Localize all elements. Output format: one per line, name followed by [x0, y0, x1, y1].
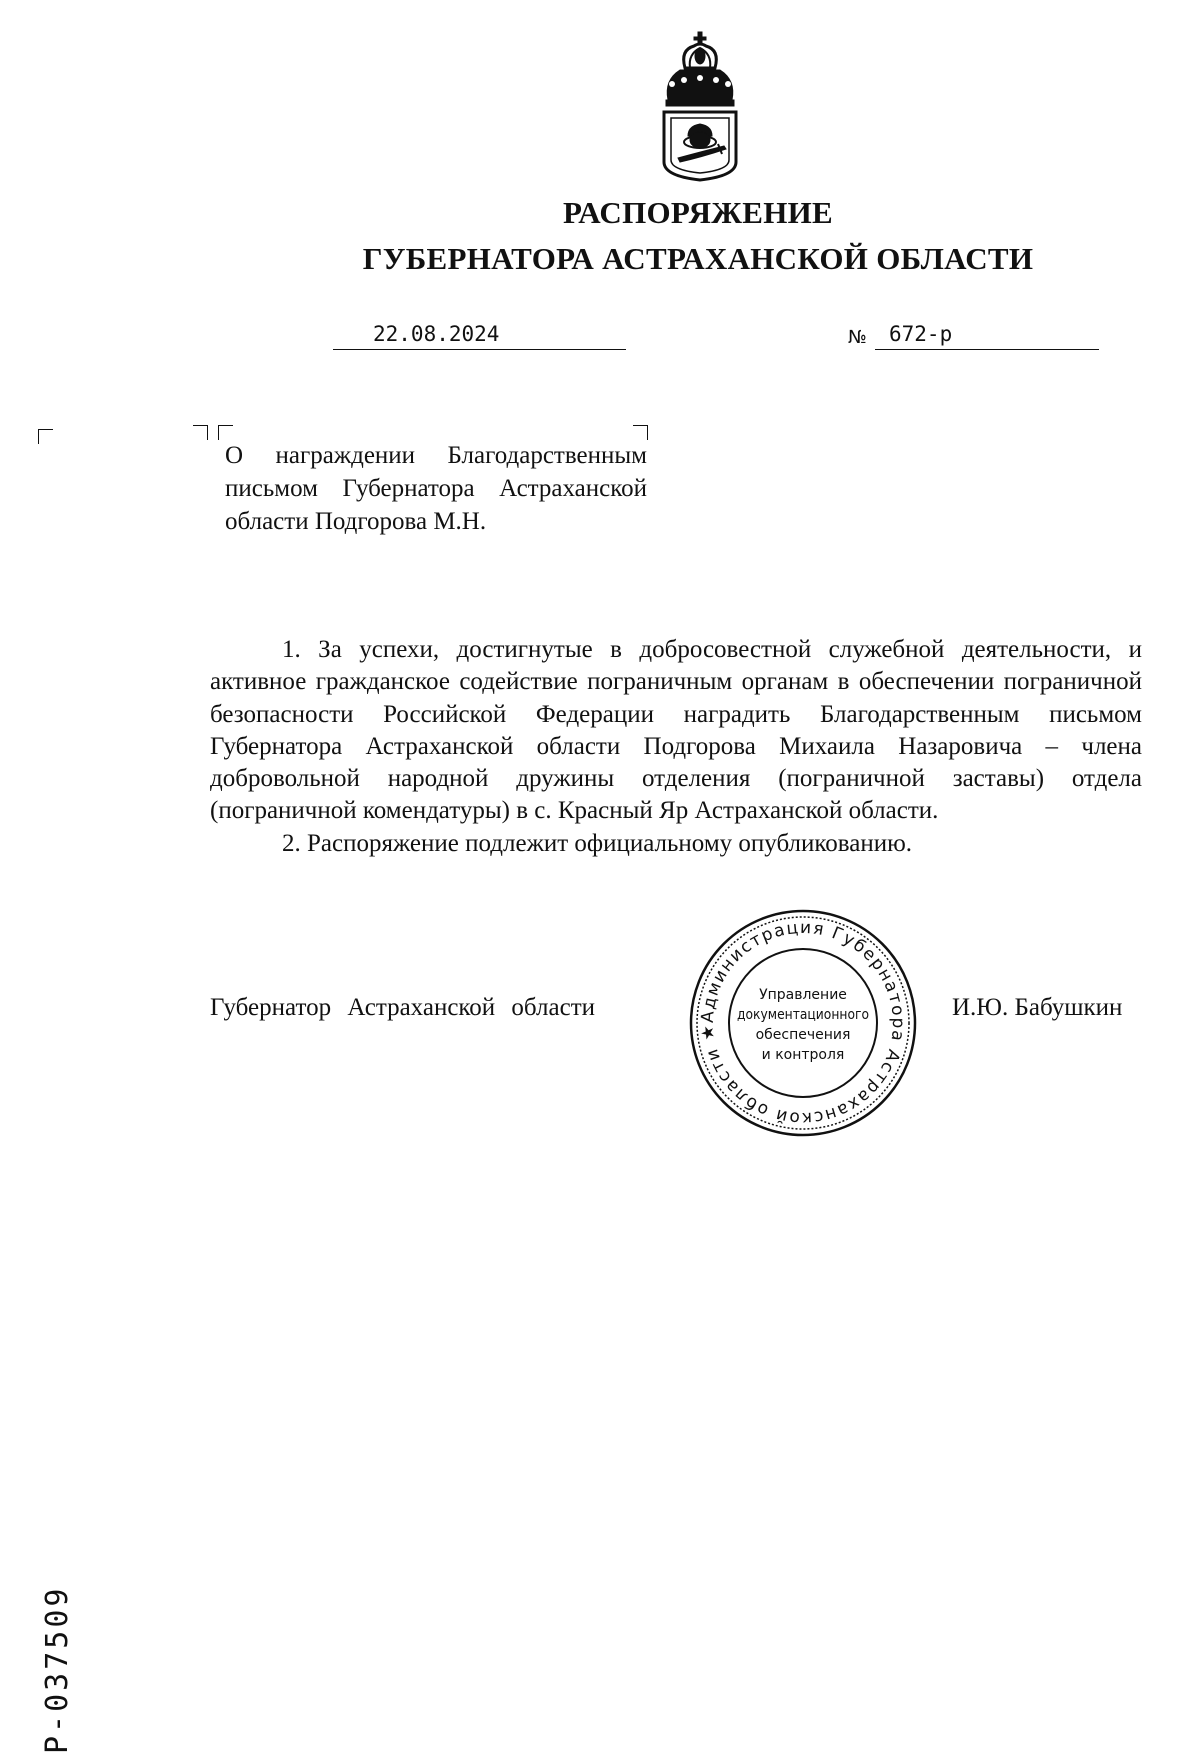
document-subject: О награждении Благодарственным письмом Губернатора Астраханской области Подгорова М.Н. [225, 439, 647, 538]
stamp-ring-text: Администрация Губернатора Астраханской области ★ [698, 918, 908, 1128]
number-label: № [848, 327, 867, 348]
body-paragraph-1: 1. За успехи, достигнутые в добросовестной служебной деятельности, и активное гражданское содействие пограничным органам в обеспечении пограничной безопасности Российской Федерации наградить Благодарственным письмом Губернатора Астраханской области Подгорова Михаила Назаровича – члена добровольной народной дружины отделения (пограничной заставы) отдела (пограничной комендатуры) в с. Красный Яр Астраханской области. [210, 634, 1142, 828]
subject-corner-mark [193, 425, 208, 440]
coat-of-arms-icon [660, 30, 740, 182]
document-body [210, 634, 1142, 860]
title-line-1: РАСПОРЯЖЕНИЕ [98, 190, 1200, 236]
subject-corner-mark [633, 425, 648, 440]
document-number: 672-р [875, 320, 1099, 350]
margin-corner-mark [38, 429, 53, 444]
stamp-center-line-2: документационного [737, 1007, 869, 1023]
document-date: 22.08.2024 [333, 320, 626, 350]
signatory-role: Губернатор Астраханской области [210, 994, 595, 1022]
stamp-center-line-4: и контроля [762, 1047, 845, 1063]
side-serial-number [28, 1360, 68, 1570]
signatory-name: И.Ю. Бабушкин [952, 994, 1122, 1022]
subject-corner-mark [218, 425, 233, 440]
stamp-center-line-3: обеспечения [756, 1027, 851, 1043]
body-paragraph-2: 2. Распоряжение подлежит официальному опубликованию. [210, 828, 1142, 860]
title-line-2: ГУБЕРНАТОРА АСТРАХАНСКОЙ ОБЛАСТИ [98, 236, 1200, 282]
document-title [0, 190, 1200, 282]
side-serial-text: Р-037509 [40, 1586, 75, 1754]
official-stamp [687, 907, 919, 1139]
stamp-center-line-1: Управление [759, 987, 847, 1003]
